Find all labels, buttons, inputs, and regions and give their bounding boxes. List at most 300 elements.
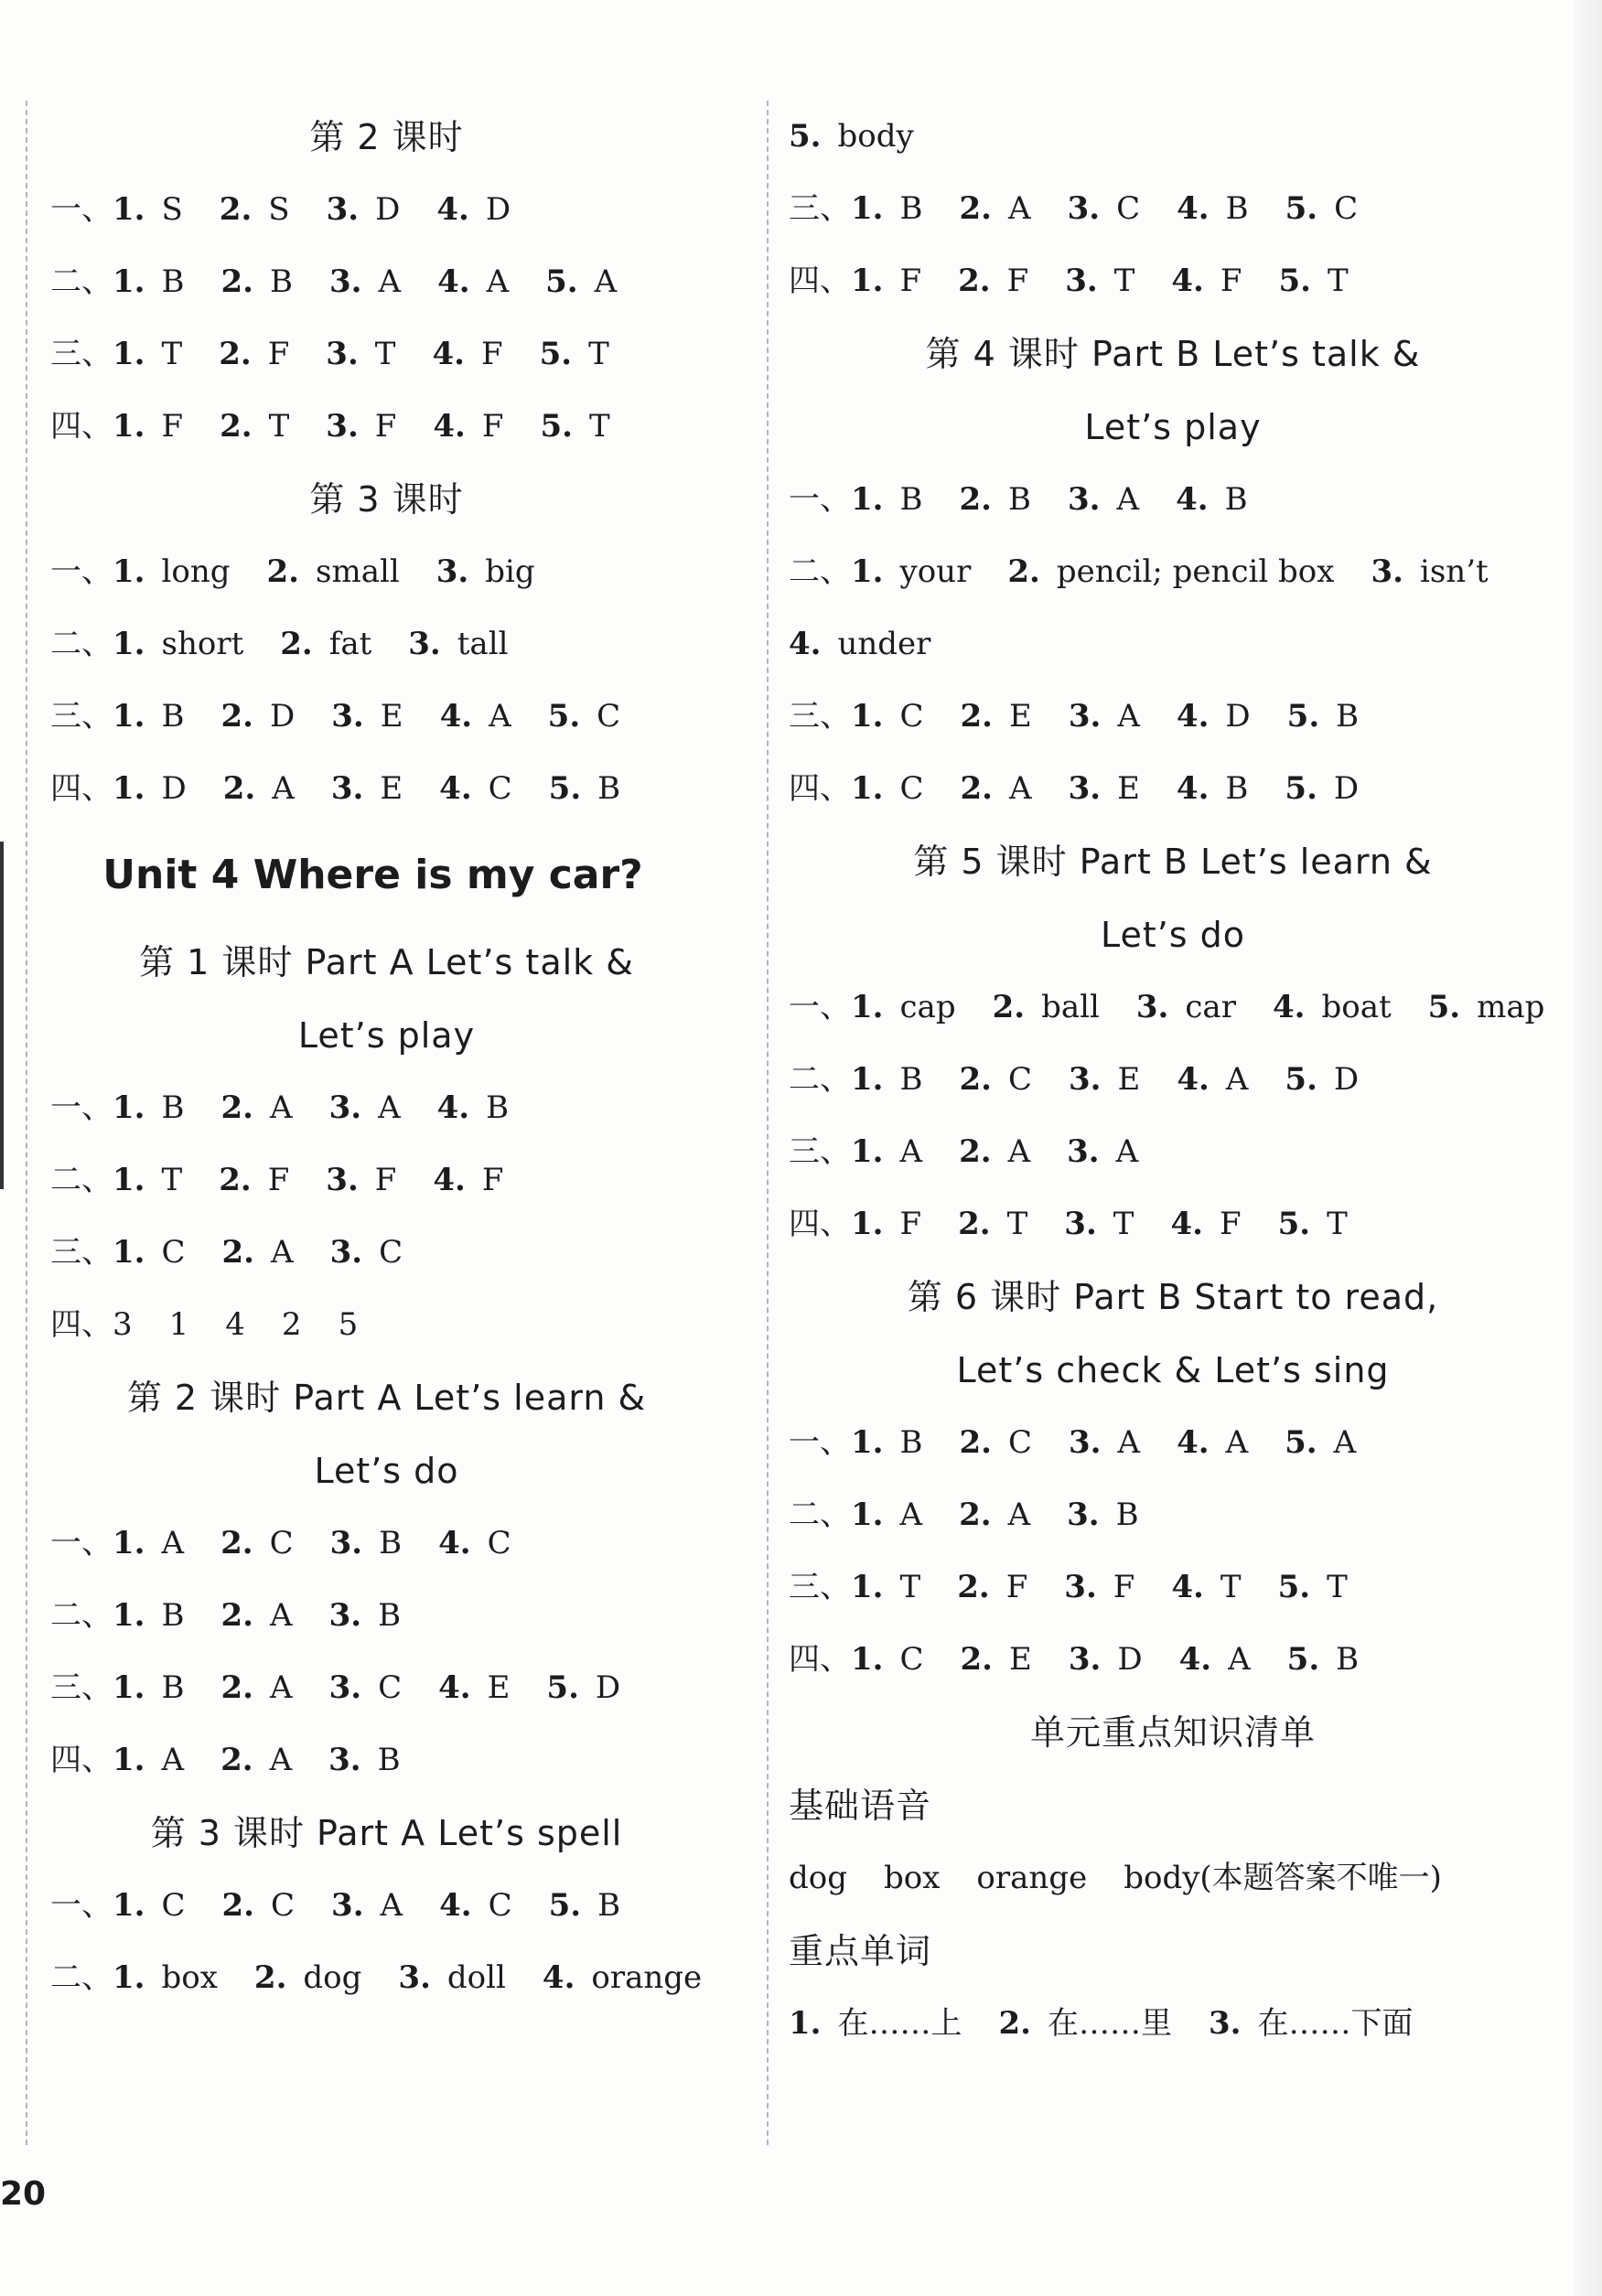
answer-line <box>789 464 1557 536</box>
answer-number: 4. <box>1176 770 1210 807</box>
answer-value: A <box>594 263 618 300</box>
answer-number: 5. <box>1277 1206 1311 1242</box>
answer-number: 1. <box>113 1525 145 1561</box>
answer-number: 2. <box>220 1597 253 1634</box>
answer-number: 1. <box>851 1569 884 1605</box>
answer-line <box>789 1988 1557 2060</box>
answer-value: A <box>378 263 402 300</box>
answer-value: C <box>899 770 924 807</box>
answer-value: tall <box>457 626 509 662</box>
answer-number: 3. <box>329 1525 363 1561</box>
answer-number: 3. <box>408 626 441 662</box>
answer-value: F <box>481 1162 504 1198</box>
question-group-label: 二、 <box>50 1597 113 1634</box>
answer-value: fat <box>328 626 372 662</box>
answer-number: 4. <box>1272 989 1306 1025</box>
answer-number: 1. <box>851 481 884 518</box>
answer-line <box>789 1044 1557 1116</box>
answer-number: 5. <box>539 336 573 372</box>
answer-value: short <box>161 626 244 662</box>
answer-number: 2. <box>220 263 253 300</box>
lesson-heading: 第 2 课时 <box>309 117 464 157</box>
answer-number: 1. <box>851 770 884 807</box>
answer-number: 1. <box>851 190 884 227</box>
answer-value: B <box>597 770 621 807</box>
lesson-heading: 第 1 课时 Part A Let’s talk & <box>139 942 634 982</box>
answer-number: 2. <box>958 263 991 299</box>
answer-line <box>50 1724 723 1797</box>
answer-number: 5. <box>545 263 578 300</box>
answer-number: 3. <box>328 1089 362 1126</box>
lesson-heading: 第 2 课时 Part A Let’s learn & <box>126 1378 647 1418</box>
question-group-label: 一、 <box>789 989 851 1025</box>
answer-value: D <box>161 770 187 807</box>
answer-number: 1. <box>113 191 145 228</box>
answer-value: cap <box>899 989 956 1025</box>
question-group-label: 二、 <box>789 1497 851 1533</box>
answer-value: A <box>1008 190 1031 227</box>
question-group-label: 四、 <box>789 770 851 807</box>
answer-line <box>789 1116 1557 1188</box>
answer-number: 5. <box>1285 1061 1317 1098</box>
answer-number: 1. <box>113 1959 145 1996</box>
answer-number: 1. <box>113 336 145 372</box>
answer-value: big <box>485 553 535 590</box>
answer-number: 3. <box>328 1669 362 1706</box>
lesson-heading: Let’s play <box>297 1015 476 1056</box>
answer-value: T <box>1327 263 1349 299</box>
answer-value: body <box>837 118 914 155</box>
answer-value: T <box>1113 263 1135 299</box>
answer-value: T <box>374 336 396 372</box>
answer-number: 2. <box>958 1206 991 1242</box>
answer-number: 5. <box>789 118 822 155</box>
lesson-heading: 第 3 课时 <box>309 479 464 520</box>
answer-number: 3. <box>1064 1206 1097 1242</box>
question-group-label: 三、 <box>50 336 113 372</box>
answer-value: A <box>161 1525 185 1561</box>
lesson-heading: Let’s do <box>314 1451 459 1491</box>
answer-number: 1. <box>851 263 884 299</box>
page-edge-shadow <box>1575 0 1602 2296</box>
answer-value: B <box>1336 1641 1360 1678</box>
answer-value: T <box>1327 1206 1348 1242</box>
answer-number: 2. <box>221 1887 255 1924</box>
answer-number: 1. <box>851 698 884 735</box>
answer-value: B <box>1224 481 1248 518</box>
answer-value: B <box>161 263 185 300</box>
answer-value: dog <box>789 1860 847 1896</box>
answer-line <box>50 681 723 753</box>
answer-value: D <box>485 191 511 228</box>
answer-line <box>50 246 723 318</box>
question-group-label: 二、 <box>50 1959 113 1996</box>
answer-number: 4. <box>1176 481 1209 518</box>
section-subheading: 重点单词 <box>789 1931 932 1971</box>
question-group-label: 一、 <box>50 191 113 228</box>
answer-number: 2. <box>959 190 992 227</box>
answer-value: T <box>1006 1206 1028 1242</box>
answer-number: 1. <box>113 698 145 735</box>
answer-value: A <box>270 1597 293 1634</box>
answer-line <box>789 101 1557 173</box>
answer-value: A <box>489 698 511 735</box>
question-group-label: 三、 <box>50 1234 113 1271</box>
answer-line <box>50 753 723 825</box>
answer-number: 2. <box>959 1061 992 1098</box>
answer-number: 4. <box>439 770 472 807</box>
answer-value: A <box>1007 1133 1031 1170</box>
answer-number: 1. <box>113 408 145 445</box>
lesson-heading: Let’s check & Let’s sing <box>956 1350 1390 1390</box>
answer-number: 2. <box>220 1089 253 1126</box>
answer-number: 5. <box>540 408 573 445</box>
answer-number: 4. <box>1178 1641 1212 1678</box>
answer-value: C <box>161 1887 186 1924</box>
question-group-label: 一、 <box>50 1887 113 1924</box>
answer-line <box>789 1551 1557 1624</box>
answer-number: 3. <box>330 770 364 807</box>
question-group-label: 二、 <box>789 553 851 590</box>
answer-number: 2. <box>219 191 253 228</box>
question-group-label: 一、 <box>789 481 851 518</box>
left-margin-rule <box>26 101 27 2145</box>
answer-number: 1. <box>113 626 145 662</box>
answer-number: 3. <box>1209 2005 1242 2042</box>
question-group-label: 三、 <box>789 1569 851 1605</box>
answer-value: your <box>899 553 972 590</box>
answer-value: D <box>595 1669 621 1706</box>
answer-value: A <box>270 1089 293 1126</box>
answer-number: 3. <box>1064 1569 1097 1605</box>
answer-value: A <box>1007 1497 1031 1533</box>
answer-line <box>789 753 1557 825</box>
answer-number: 5. <box>1286 1641 1320 1678</box>
answer-value: B <box>899 1061 923 1098</box>
answer-number: 3. <box>1068 1641 1102 1678</box>
answer-number: 5. <box>548 1887 582 1924</box>
answer-number: 2. <box>221 1234 255 1271</box>
answer-value: C <box>378 1669 403 1706</box>
answer-number: 3. <box>398 1959 431 1996</box>
question-group-label: 一、 <box>789 1424 851 1461</box>
answer-value: C <box>487 1525 511 1561</box>
answer-value: T <box>1327 1569 1348 1605</box>
answer-value: C <box>899 1641 924 1678</box>
answer-number: 2. <box>220 698 253 735</box>
answer-number: 5. <box>1427 989 1461 1025</box>
answer-value: 2 <box>281 1306 302 1343</box>
answer-number: 2. <box>280 626 313 662</box>
answer-number: 1. <box>113 1669 145 1706</box>
answer-value: under <box>837 626 931 662</box>
answer-value: E <box>380 698 403 735</box>
answer-line <box>789 1624 1557 1696</box>
answer-value: E <box>1117 1061 1141 1098</box>
answer-number: 2. <box>959 1497 992 1533</box>
answer-value: orange <box>976 1860 1088 1896</box>
question-group-label: 二、 <box>50 1162 113 1198</box>
answer-value: D <box>270 698 296 735</box>
answer-line <box>50 1652 723 1724</box>
answer-number: 2. <box>960 698 994 735</box>
answer-value: C <box>899 698 924 735</box>
answer-value: A <box>378 1089 401 1126</box>
answer-value: E <box>1009 698 1032 735</box>
answer-value: A <box>1116 481 1140 518</box>
answer-number: 2. <box>959 1424 992 1461</box>
answer-number: 3. <box>1067 190 1101 227</box>
answer-value: C <box>271 1887 296 1924</box>
answer-number: 4. <box>438 1525 471 1561</box>
answer-value: F <box>1220 263 1242 299</box>
question-group-label: 四、 <box>50 1306 113 1343</box>
question-group-label: 二、 <box>50 626 113 662</box>
answer-number: 1. <box>851 1497 884 1533</box>
answer-number: 4. <box>1171 1569 1204 1605</box>
answer-value: C <box>1334 190 1359 227</box>
answer-number: 3. <box>1069 1061 1102 1098</box>
question-group-label: 一、 <box>50 553 113 590</box>
question-group-label: 二、 <box>789 1061 851 1098</box>
lesson-heading: Let’s play <box>1084 407 1262 447</box>
answer-line <box>789 681 1557 753</box>
right-column <box>789 101 1557 2060</box>
answer-value: F <box>161 408 184 445</box>
answer-number: 5. <box>548 770 582 807</box>
answer-value: C <box>1008 1424 1033 1461</box>
answer-line <box>50 1217 723 1289</box>
answer-number: 3. <box>1068 698 1102 735</box>
answer-number: 3. <box>1067 1133 1100 1170</box>
left-column <box>50 101 723 2014</box>
answer-line <box>50 1580 723 1652</box>
answer-value: A <box>1225 1424 1249 1461</box>
answer-number: 2. <box>220 1525 253 1561</box>
question-group-label: 三、 <box>789 1133 851 1170</box>
question-group-label: 三、 <box>50 698 113 735</box>
answer-value: C <box>269 1525 294 1561</box>
column-divider <box>767 101 769 2145</box>
answer-value: A <box>269 1742 293 1778</box>
answer-number: 4. <box>1171 263 1204 299</box>
answer-number: 4. <box>542 1959 575 1996</box>
answer-value: A <box>1117 698 1140 735</box>
answer-line <box>789 173 1557 245</box>
answer-value: A <box>899 1497 923 1533</box>
question-group-label: 三、 <box>789 698 851 735</box>
answer-number: 2. <box>957 1569 990 1605</box>
answer-value: F <box>374 1162 397 1198</box>
answer-number: 2. <box>1007 553 1040 590</box>
section-subheading: 基础语音 <box>789 1786 932 1826</box>
answer-value: D <box>1117 1641 1143 1678</box>
answer-value: A <box>271 1234 294 1271</box>
answer-number: 2. <box>960 1641 994 1678</box>
answer-value: F <box>480 336 503 372</box>
answer-number: 3. <box>1068 770 1102 807</box>
answer-number: 5. <box>1285 190 1318 227</box>
answer-value: B <box>899 481 923 518</box>
lesson-heading: 单元重点知识清单 <box>1029 1712 1316 1753</box>
answer-value: C <box>379 1234 403 1271</box>
answer-value: T <box>161 1162 183 1198</box>
answer-value: map <box>1477 989 1545 1025</box>
answer-value: B <box>1008 481 1031 518</box>
answer-value: B <box>379 1525 403 1561</box>
answer-number: 1. <box>851 1424 884 1461</box>
answer-number: 1. <box>113 1162 145 1198</box>
answer-number: 3. <box>329 1234 363 1271</box>
answer-value: A <box>380 1887 403 1924</box>
answer-line <box>50 1870 723 1942</box>
answer-number: 3. <box>1371 553 1403 590</box>
question-group-label: 四、 <box>789 263 851 299</box>
answer-value: B <box>161 1669 185 1706</box>
answer-number: 2. <box>219 336 252 372</box>
answer-number: 2. <box>960 770 994 807</box>
answer-value: F <box>481 408 504 445</box>
answer-value: D <box>1225 698 1251 735</box>
answer-number: 3. <box>435 553 469 590</box>
answer-number: 1. <box>113 1597 145 1634</box>
unit-title: Unit 4 Where is my car? <box>102 852 643 898</box>
page-number: 20 <box>0 2175 47 2213</box>
answer-value: C <box>1008 1061 1033 1098</box>
answer-value: 5 <box>338 1306 359 1343</box>
answer-value: B <box>486 1089 510 1126</box>
answer-number: 1. <box>851 1206 884 1242</box>
answer-value: T <box>899 1569 921 1605</box>
answer-value: B <box>1225 190 1249 227</box>
answer-number: 4. <box>1177 190 1210 227</box>
answer-value: A <box>1117 1424 1141 1461</box>
answer-line <box>50 318 723 391</box>
answer-value: boat <box>1321 989 1392 1025</box>
answer-value: F <box>267 336 290 372</box>
answer-value: A <box>270 1669 293 1706</box>
answer-line <box>50 608 723 681</box>
answer-number: 3. <box>331 1887 364 1924</box>
answer-value: 1 <box>168 1306 189 1343</box>
answer-line <box>789 971 1557 1044</box>
question-group-label: 四、 <box>50 1742 113 1778</box>
answer-number: 2. <box>220 1669 253 1706</box>
answer-number: 2. <box>222 770 256 807</box>
answer-number: 2. <box>959 481 992 518</box>
answer-number: 2. <box>998 2005 1031 2042</box>
answer-number: 5. <box>1285 1424 1317 1461</box>
answer-value: T <box>1220 1569 1242 1605</box>
lesson-heading: 第 4 课时 Part B Let’s talk & <box>925 334 1421 374</box>
question-group-label: 三、 <box>50 1669 113 1706</box>
answer-number: 1. <box>113 1234 145 1271</box>
answer-value: box <box>884 1860 941 1896</box>
question-group-label: 一、 <box>50 1089 113 1126</box>
answer-number: 3. <box>331 698 364 735</box>
answer-number: 2. <box>253 1959 287 1996</box>
answer-line <box>50 536 723 608</box>
answer-number: 5. <box>547 698 581 735</box>
answer-value: pencil; pencil box <box>1056 553 1335 590</box>
answer-value: B <box>161 1597 185 1634</box>
answer-number: 5. <box>546 1669 579 1706</box>
answer-value: F <box>267 1162 290 1198</box>
answer-number: 3. <box>328 1742 361 1778</box>
answer-value: 在……下面 <box>1257 2005 1414 2042</box>
answer-line <box>50 1072 723 1144</box>
answer-value: B <box>378 1597 402 1634</box>
answer-value: A <box>1333 1424 1357 1461</box>
answer-number: 1. <box>851 1641 884 1678</box>
answer-number: 2. <box>266 553 300 590</box>
answer-number: 1. <box>113 263 145 300</box>
answer-number: 3. <box>326 1162 359 1198</box>
answer-value: A <box>899 1133 923 1170</box>
answer-value: long <box>161 553 231 590</box>
answer-value: B <box>161 1089 185 1126</box>
answer-value: T <box>588 408 610 445</box>
answer-value: B <box>899 190 923 227</box>
answer-value: B <box>1336 698 1360 735</box>
answer-number: 4. <box>438 1669 471 1706</box>
answer-number: 3. <box>1135 989 1169 1025</box>
answer-value: F <box>899 1206 922 1242</box>
answer-number: 4. <box>436 1089 470 1126</box>
answer-number: 3. <box>329 263 362 300</box>
answer-value: S <box>161 191 183 228</box>
answer-number: 4. <box>432 336 465 372</box>
answer-number: 4. <box>1176 698 1210 735</box>
answer-value: ball <box>1041 989 1100 1025</box>
answer-value: B <box>597 1887 621 1924</box>
answer-value: box <box>161 1959 218 1996</box>
answer-number: 2. <box>992 989 1026 1025</box>
answer-value: F <box>1005 1569 1028 1605</box>
answer-number: 1. <box>113 1887 145 1924</box>
lesson-heading: 第 5 课时 Part B Let’s learn & <box>913 842 1433 882</box>
answer-value: 在……上 <box>837 2005 962 2042</box>
answer-number: 3. <box>1067 1497 1100 1533</box>
answer-line <box>789 245 1557 317</box>
answer-line <box>50 1942 723 2014</box>
answer-number: 5. <box>1277 1569 1311 1605</box>
answer-line <box>50 1144 723 1217</box>
answer-number: 2. <box>219 1162 252 1198</box>
answer-value: B <box>899 1424 923 1461</box>
answer-value: T <box>268 408 290 445</box>
answer-value: B <box>1225 770 1249 807</box>
question-group-label: 四、 <box>50 770 113 807</box>
answer-value: 3 <box>113 1306 133 1343</box>
answer-number: 3. <box>326 336 359 372</box>
answer-number: 4. <box>433 1162 466 1198</box>
answer-number: 4. <box>789 626 822 662</box>
answer-number: 2. <box>959 1133 992 1170</box>
answer-number: 1. <box>851 553 884 590</box>
answer-value: T <box>1113 1206 1134 1242</box>
answer-value: F <box>374 408 397 445</box>
answer-value: A <box>161 1742 185 1778</box>
answer-number: 1. <box>113 770 145 807</box>
answer-line <box>789 608 1557 681</box>
answer-number: 5. <box>1278 263 1311 299</box>
answer-value: E <box>1117 770 1140 807</box>
answer-value: B <box>377 1742 401 1778</box>
answer-value: D <box>1333 1061 1360 1098</box>
answer-number: 1. <box>851 989 884 1025</box>
answer-value: orange <box>591 1959 703 1996</box>
